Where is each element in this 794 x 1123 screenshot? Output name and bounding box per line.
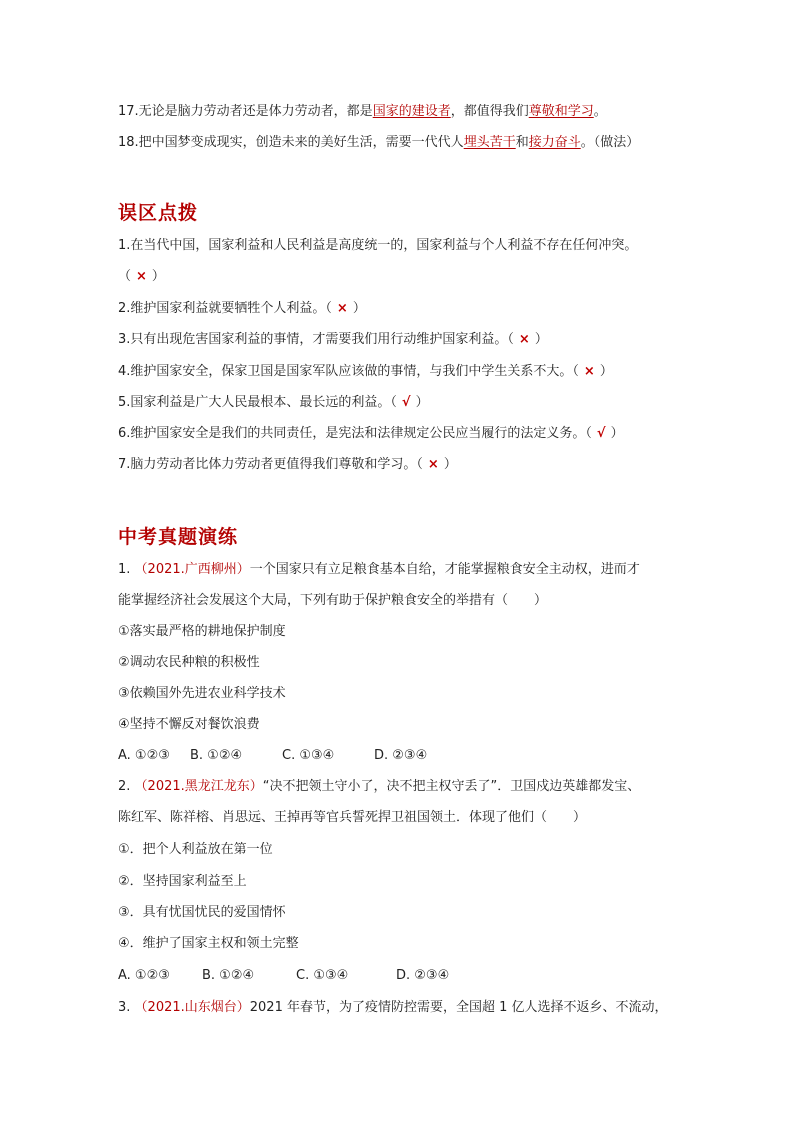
question-1-item: ③依赖国外先进农业科学技术 — [118, 686, 286, 701]
cross-mark: × — [427, 457, 439, 472]
question-2-item: ④．维护了国家主权和领土完整 — [118, 936, 299, 951]
question-3-line-1: 3. （2021.山东烟台）2021 年春节，为了疫情防控需要，全国超 1 亿人选择不返乡、不流动， — [118, 1000, 668, 1015]
option-c[interactable]: C. ①③④ — [296, 968, 349, 983]
question-2-item: ①．把个人利益放在第一位 — [118, 842, 273, 857]
option-d[interactable]: D. ②③④ — [396, 968, 450, 983]
question-1-line-1: 1. （2021.广西柳州）一个国家只有立足粮食基本自给，才能掌握粮食安全主动权，进而才 — [118, 562, 640, 577]
statement-18: 18.把中国梦变成现实，创造未来的美好生活，需要一代代人埋头苦干和接力奋斗。（做法） — [118, 135, 640, 150]
misconception-item-2: 2.维护国家利益就要牺牲个人利益。（ × ） — [118, 301, 366, 316]
section-heading-misconceptions: 误区点拨 — [118, 202, 199, 224]
underlined-answer: 尊敬和学习 — [528, 104, 594, 119]
option-b[interactable]: B. ①②④ — [202, 968, 255, 983]
option-d[interactable]: D. ②③④ — [374, 748, 428, 763]
question-1-line-2: 能掌握经济社会发展这个大局，下列有助于保护粮食安全的举措有（ ） — [118, 593, 548, 608]
check-mark: √ — [401, 395, 411, 410]
misconception-item-4: 4.维护国家安全，保家卫国是国家军队应该做的事情，与我们中学生关系不大。（ × ） — [118, 364, 613, 379]
misconception-item-3: 3.只有出现危害国家利益的事情，才需要我们用行动维护国家利益。（ × ） — [118, 332, 548, 347]
question-1-item: ④坚持不懈反对餐饮浪费 — [118, 717, 260, 732]
misconception-item-7: 7.脑力劳动者比体力劳动者更值得我们尊敬和学习。（ × ） — [118, 457, 457, 472]
question-source: （2021.山东烟台） — [134, 1000, 250, 1015]
underlined-answer: 接力奋斗 — [528, 135, 581, 150]
cross-mark: × — [136, 269, 147, 284]
cross-mark: × — [336, 301, 348, 316]
misconception-item-5: 5.国家利益是广大人民最根本、最长远的利益。（ √ ） — [118, 395, 429, 410]
question-2-line-1: 2. （2021.黑龙江龙东）“决不把领土守小了，决不把主权守丢了”．卫国戍边英雄都发宝、 — [118, 779, 641, 794]
check-mark: √ — [596, 426, 606, 441]
question-2-line-2: 陈红军、陈祥榕、肖思远、王掉再等官兵誓死捍卫祖国领土．体现了他们（ ） — [118, 810, 587, 825]
cross-mark: × — [518, 332, 530, 347]
statement-17: 17.无论是脑力劳动者还是体力劳动者，都是国家的建设者，都值得我们尊敬和学习。 — [118, 104, 607, 119]
section-heading-exam: 中考真题演练 — [118, 526, 239, 548]
underlined-answer: 埋头苦干 — [463, 135, 516, 150]
option-c[interactable]: C. ①③④ — [282, 748, 335, 763]
misconception-item-6: 6.维护国家安全是我们的共同责任，是宪法和法律规定公民应当履行的法定义务。（ √ ） — [118, 426, 624, 441]
question-source: （2021.黑龙江龙东） — [134, 779, 263, 794]
option-a[interactable]: A. ①②③ — [118, 748, 170, 763]
misconception-item-1-answer: （ × ） — [118, 269, 165, 284]
misconception-item-1: 1.在当代中国，国家利益和人民利益是高度统一的，国家利益与个人利益不存在任何冲突。 — [118, 238, 638, 253]
question-2-options — [118, 966, 449, 986]
question-1-options — [118, 746, 427, 766]
cross-mark: × — [583, 364, 595, 379]
underlined-answer: 国家的建设者 — [372, 104, 451, 119]
question-2-item: ②．坚持国家利益至上 — [118, 874, 247, 889]
question-1-item: ②调动农民种粮的积极性 — [118, 655, 260, 670]
question-source: （2021.广西柳州） — [134, 562, 250, 577]
option-b[interactable]: B. ①②④ — [190, 748, 243, 763]
question-1-item: ①落实最严格的耕地保护制度 — [118, 624, 286, 639]
option-a[interactable]: A. ①②③ — [118, 968, 170, 983]
question-2-item: ③．具有忧国忧民的爱国情怀 — [118, 905, 286, 920]
